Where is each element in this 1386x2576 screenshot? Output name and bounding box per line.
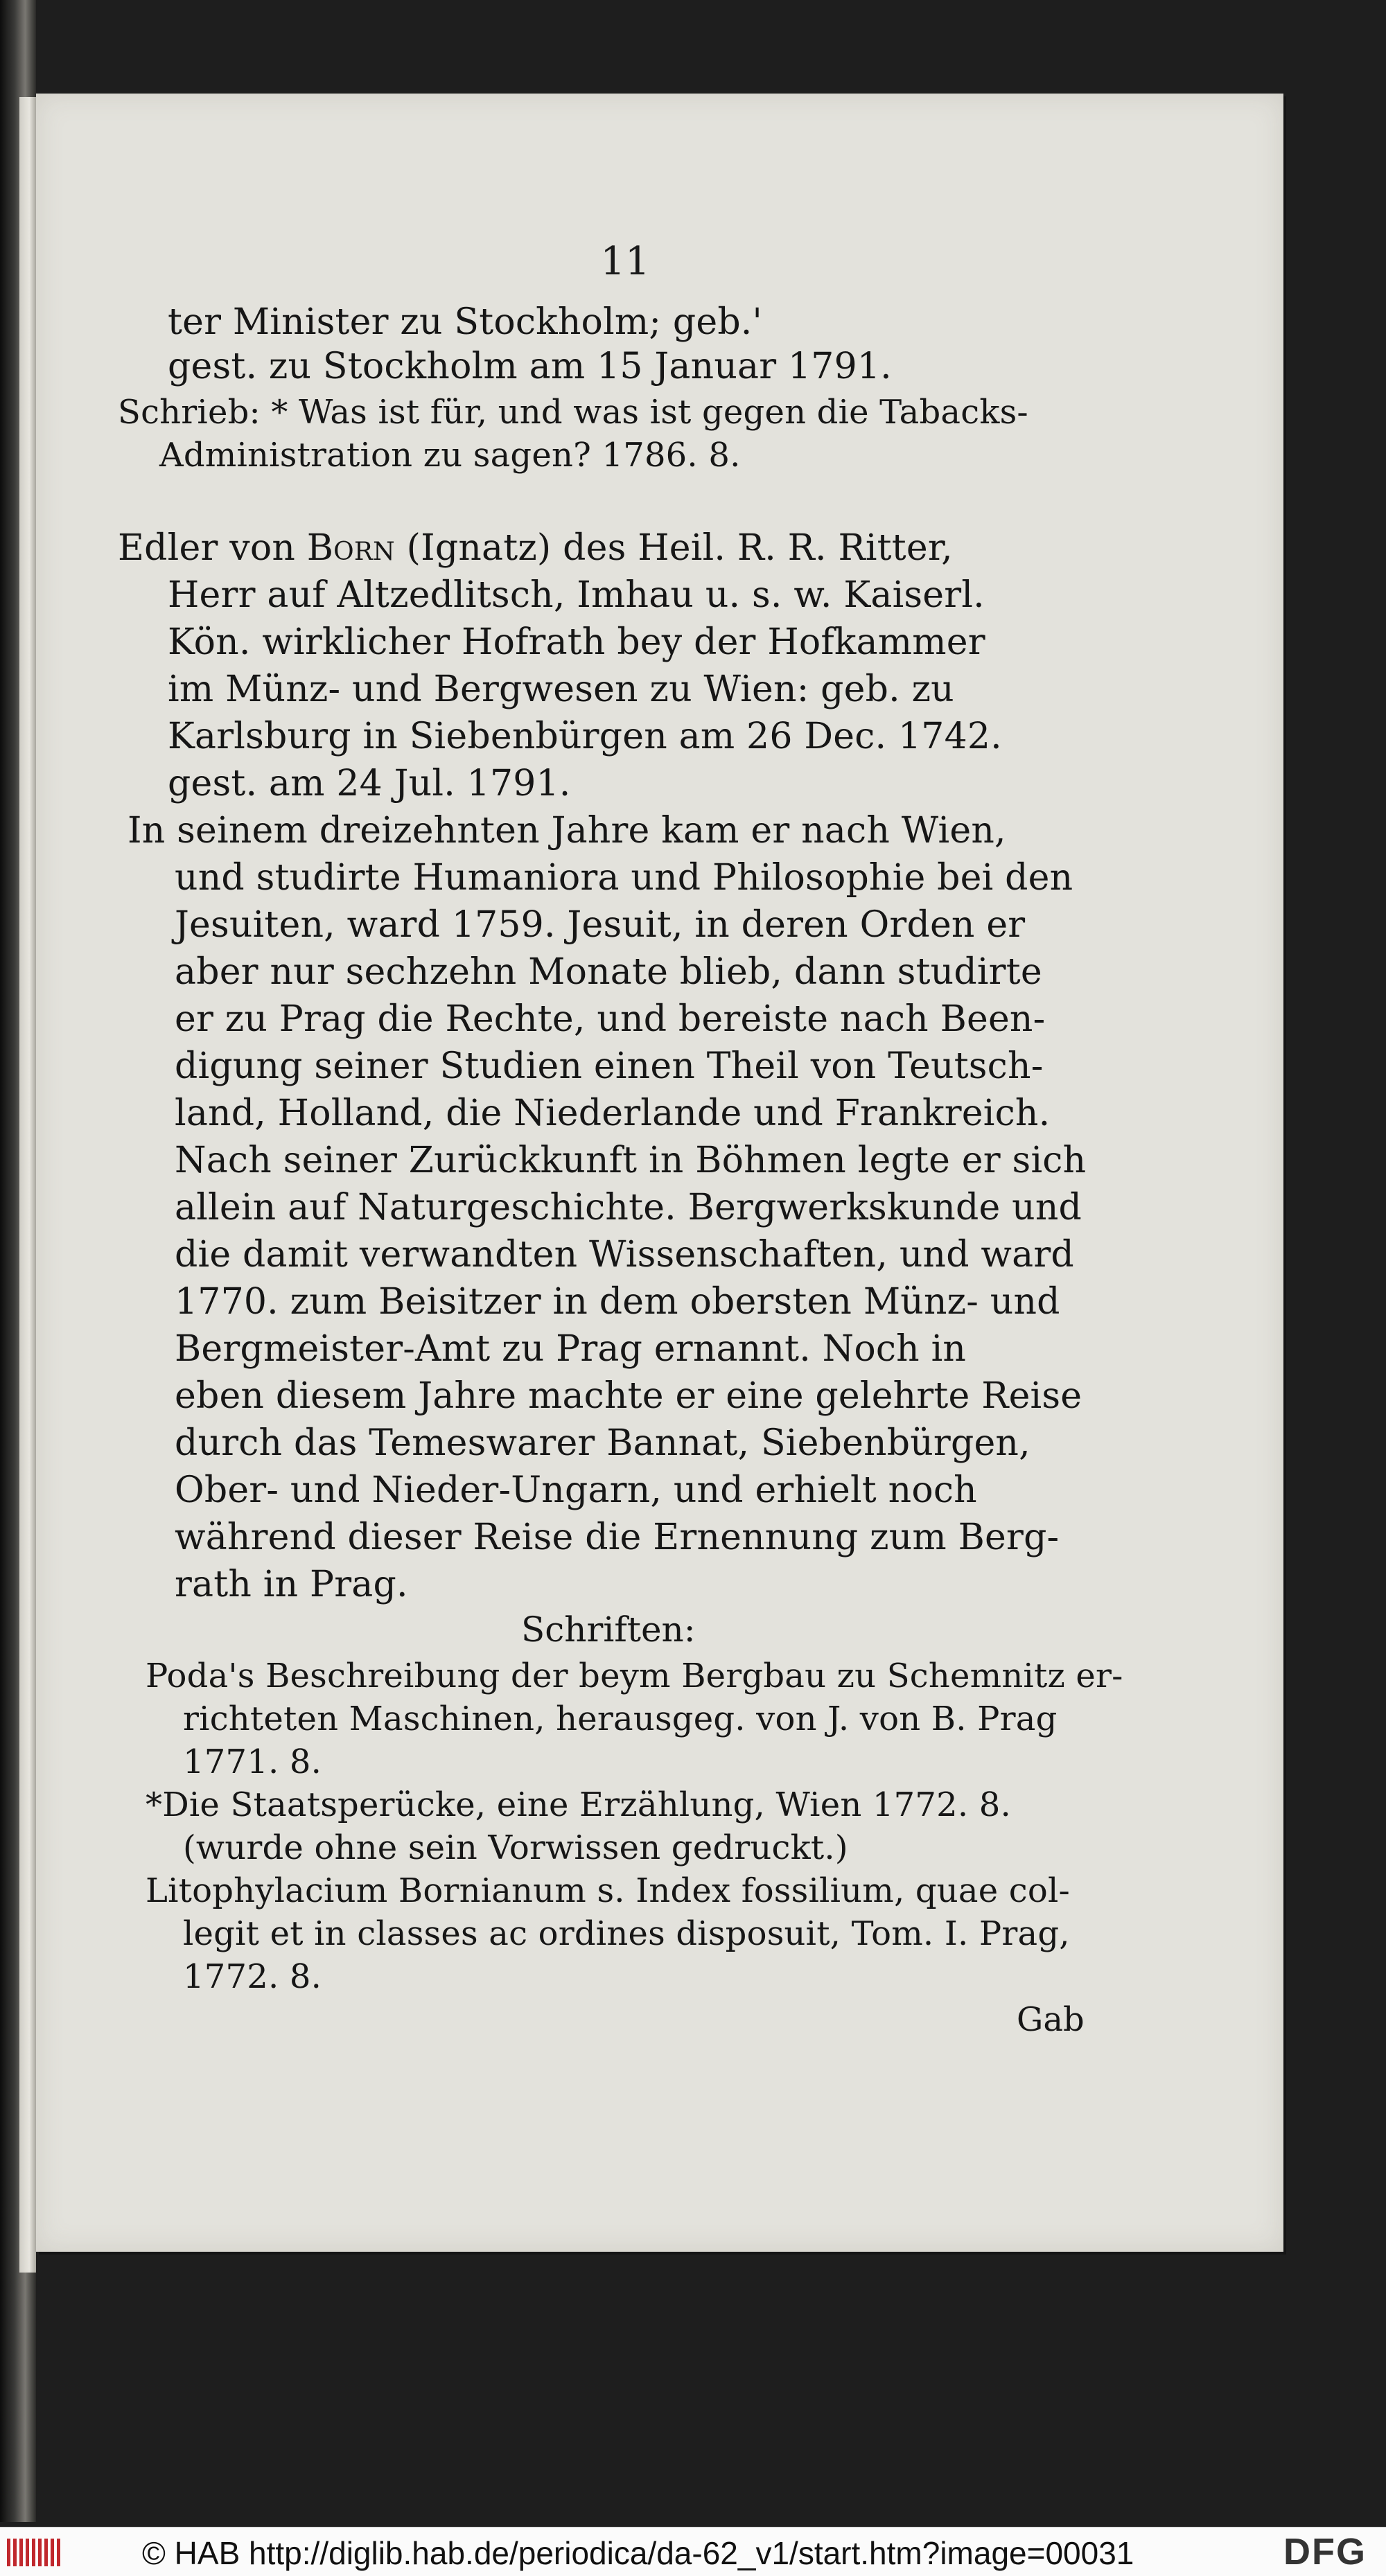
bibliography-line: (wurde ohne sein Vorwissen gedruckt.) [183,1828,848,1867]
page-number: 11 [600,239,650,284]
text-line: Ober- und Nieder-Ungarn, und erhielt noch [175,1470,977,1511]
dfg-logo: DFG [1283,2531,1367,2573]
entry-heading [118,526,953,570]
text-line: Bergmeister-Amt zu Prag ernannt. Noch in [175,1328,967,1370]
previous-page-edge [19,97,36,2273]
section-heading-schriften: Schriften: [521,1609,696,1650]
text-line: er zu Prag die Rechte, und bereiste nach Been- [175,998,1046,1040]
text-line: land, Holland, die Niederlande und Frankreich. [175,1093,1051,1134]
text-line: Jesuiten, ward 1759. Jesuit, in deren Orden er [175,904,1026,946]
text-line: 1770. zum Beisitzer in dem obersten Münz- und [175,1281,1060,1323]
text-line: allein auf Naturgeschichte. Bergwerkskunde und [175,1187,1082,1228]
text-line: Karlsburg in Siebenbürgen am 26 Dec. 1742. [168,716,1002,757]
text-line: ter Minister zu Stockholm; geb.' [168,301,763,343]
text-line: aber nur sechzehn Monate blieb, dann studirte [175,951,1042,993]
page-text [36,94,1283,2252]
text-line: und studirte Humaniora und Philosophie bei den [175,857,1073,899]
bibliography-line: 1771. 8. [183,1743,322,1781]
bibliography-line: legit et in classes ac ordines disposuit, Tom. I. Prag, [183,1914,1070,1953]
book-page [36,94,1283,2252]
footer-source-link[interactable]: © HAB http://diglib.hab.de/periodica/da-62_v1/start.htm?image=00031 [142,2535,1134,2571]
entry-heading-rest: (Ignatz) des Heil. R. R. Ritter, [394,527,953,569]
text-line: rath in Prag. [175,1564,408,1605]
text-line: Herr auf Altzedlitsch, Imhau u. s. w. Kaiserl. [168,574,985,616]
bibliography-line: richteten Maschinen, herausgeg. von J. von B. Prag [183,1700,1058,1738]
hab-barcode-icon [7,2539,61,2566]
text-line: Schrieb: * Was ist für, und was ist gegen die Tabacks- [118,393,1028,432]
text-line: während dieser Reise die Ernennung zum Berg- [175,1517,1060,1558]
text-line: die damit verwandten Wissenschaften, und ward [175,1234,1074,1276]
text-line: Administration zu sagen? 1786. 8. [159,436,741,475]
bibliography-line: Poda's Beschreibung der beym Bergbau zu Schemnitz er- [146,1657,1123,1695]
catchword: Gab [1017,2000,1085,2039]
text-line: Kön. wirklicher Hofrath bey der Hofkammer [168,621,985,663]
text-line: gest. zu Stockholm am 15 Januar 1791. [168,346,892,387]
entry-heading-prefix: Edler von [118,527,307,569]
entry-surname: Born [306,527,395,569]
text-line: gest. am 24 Jul. 1791. [168,763,571,804]
text-line: durch das Temeswarer Bannat, Siebenbürgen, [175,1422,1030,1464]
text-line: Nach seiner Zurückkunft in Böhmen legte er sich [175,1140,1087,1181]
bibliography-line: Litophylacium Bornianum s. Index fossilium, quae col- [146,1871,1070,1910]
bibliography-line: *Die Staatsperücke, eine Erzählung, Wien 1772. 8. [146,1785,1011,1824]
text-line: eben diesem Jahre machte er eine gelehrte Reise [175,1375,1082,1417]
text-line: im Münz- und Bergwesen zu Wien: geb. zu [168,669,954,710]
text-line: digung seiner Studien einen Theil von Teutsch- [175,1046,1044,1087]
bibliography-line: 1772. 8. [183,1957,322,1996]
text-line: In seinem dreizehnten Jahre kam er nach Wien, [128,810,1006,852]
footer-bar [0,2527,1386,2576]
